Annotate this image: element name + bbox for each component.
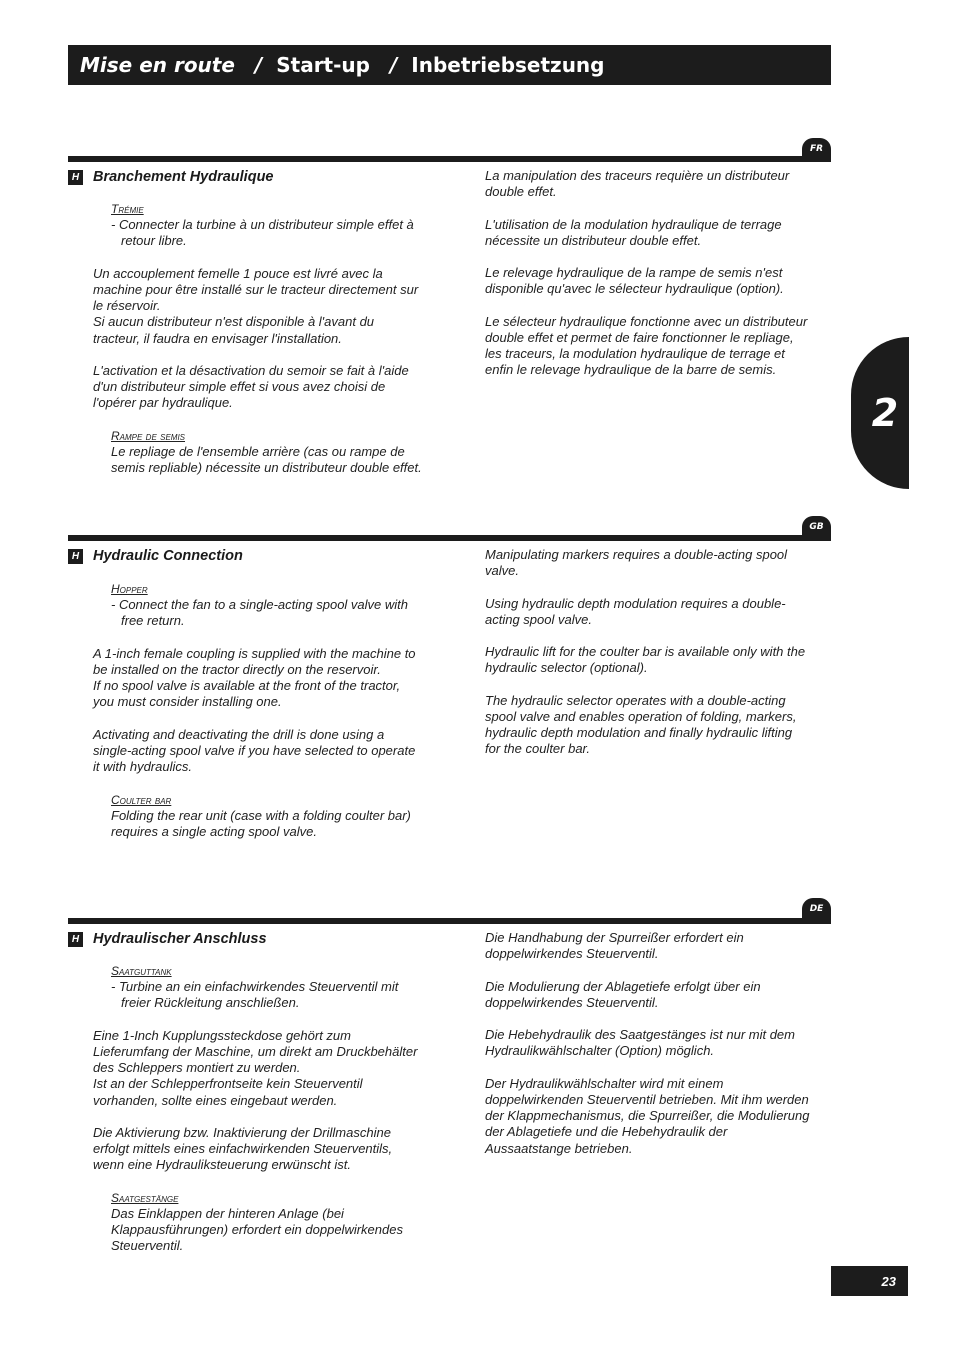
paragraph: Activating and deactivating the drill is done using a single-acting spool valve if you have selected to operate it with hydraulics. — [93, 726, 416, 775]
header-title-gb: Start-up — [276, 53, 370, 77]
section-title-fr — [68, 169, 274, 185]
header-separator: / — [389, 53, 398, 77]
subheading: Trémie — [111, 202, 144, 216]
paragraph: If no spool valve is available at the front of the tractor, you must consider installing one. — [93, 678, 401, 710]
paragraph: A 1-inch female coupling is supplied with the machine to be installed on the tractor directly on the reservoir. — [93, 645, 416, 677]
section-marker: H — [68, 932, 83, 947]
subheading: Saatguttank — [111, 964, 172, 978]
section-title-text: Hydraulischer Anschluss — [93, 931, 267, 947]
header-title-fr: Mise en route — [80, 53, 235, 77]
section-marker: H — [68, 549, 83, 564]
paragraph: Eine 1-Inch Kupplungssteckdose gehört zum Lieferumfang der Maschine, um direkt am Druckbehälter des Schleppers montiert zu werden. — [93, 1027, 418, 1076]
paragraph: Le repliage de l'ensemble arrière (cas ou rampe de semis repliable) nécessite un distributeur double effet. — [111, 444, 422, 476]
list-item: - Turbine an ein einfachwirkendes Steuerventil mit freier Rückleitung anschließen. — [111, 979, 399, 1011]
section-title-de — [68, 931, 267, 947]
paragraph: Der Hydraulikwählschalter wird mit einem doppelwirkenden Steuerventil betrieben. Mit ihm werden der Klappmechanismus, die Spurreißer, die Modulierung der Ablagetiefe und die Hebehydraulik der Aussaatstange betrieben. — [485, 1075, 810, 1156]
list-item: - Connect the fan to a single-acting spool valve with free return. — [111, 597, 409, 629]
subheading: Coulter bar — [111, 792, 172, 807]
section-marker: H — [68, 170, 83, 185]
paragraph: L'utilisation de la modulation hydraulique de terrage nécessite un distributeur double effet. — [485, 216, 782, 248]
section-title-text: Hydraulic Connection — [93, 548, 243, 564]
gb-right-column — [485, 547, 810, 774]
paragraph: Die Aktivierung bzw. Inaktivierung der Drillmaschine erfolgt mittels eines einfachwirkenden Steuerventils, wenn eine Hydrauliksteuerung erwünscht ist. — [93, 1125, 393, 1173]
fr-right-column — [485, 168, 810, 395]
paragraph: Le relevage hydraulique de la rampe de semis n'est disponible qu'avec le sélecteur hydraulique (option). — [485, 265, 784, 297]
paragraph: Die Modulierung der Ablagetiefe erfolgt über ein doppelwirkendes Steuerventil. — [485, 978, 761, 1010]
paragraph: Si aucun distributeur n'est disponible à l'avant du tracteur, il faudra en envisager l'installation. — [93, 314, 375, 346]
paragraph: La manipulation des traceurs requière un distributeur double effet. — [485, 168, 790, 200]
section-title-gb — [68, 548, 243, 564]
subheading: Rampe de semis — [111, 428, 186, 443]
paragraph: Hydraulic lift for the coulter bar is available only with the hydraulic selector (optional). — [485, 644, 806, 676]
paragraph: Die Hebehydraulik des Saatgestänges ist nur mit dem Hydraulikwählschalter (Option) möglich. — [485, 1027, 795, 1059]
lang-tab-gb: GB — [802, 516, 831, 538]
section-rule — [68, 535, 831, 541]
paragraph: Le sélecteur hydraulique fonctionne avec un distributeur double effet et permet de faire fonctionner le repliage, les traceurs, la modulation hydraulique de terrage et enfin le relevage hydraulique de la barre de semis. — [485, 313, 808, 378]
paragraph: Das Einklappen der hinteren Anlage (bei Klappausführungen) erfordert ein doppelwirkendes Steuerventil. — [111, 1206, 403, 1254]
lang-tab-fr: FR — [802, 138, 831, 160]
paragraph: L'activation et la désactivation du semoir se fait à l'aide d'un distributeur simple effet si vous avez choisi de l'opérer par hydraulique. — [93, 363, 409, 411]
section-title-text: Branchement Hydraulique — [93, 169, 274, 185]
chapter-tab: 2 — [851, 337, 909, 489]
header-title-de: Inbetriebsetzung — [411, 53, 605, 77]
de-left-column — [93, 963, 423, 1255]
paragraph: Manipulating markers requires a double-acting spool valve. — [485, 547, 788, 579]
subheading: Saatgestänge — [111, 1190, 179, 1205]
paragraph: Die Handhabung der Spurreißer erfordert ein doppelwirkendes Steuerventil. — [485, 930, 744, 962]
paragraph: Using hydraulic depth modulation requires a double-acting spool valve. — [485, 595, 786, 627]
header-separator: / — [254, 53, 263, 77]
list-item: - Connecter la turbine à un distributeur simple effet à retour libre. — [111, 217, 414, 249]
section-rule — [68, 918, 831, 924]
paragraph: The hydraulic selector operates with a double-acting spool valve and enables operation of folding, markers, hydraulic depth modulation and finally hydraulic lifting for the coulter bar. — [485, 692, 797, 757]
subheading: Hopper — [111, 582, 148, 596]
paragraph: Folding the rear unit (case with a folding coulter bar) requires a single acting spool valve. — [111, 807, 411, 839]
paragraph: Ist an der Schlepperfrontseite kein Steuerventil vorhanden, sollte eines eingebaut werden. — [93, 1076, 363, 1108]
section-rule — [68, 156, 831, 162]
paragraph: Un accouplement femelle 1 pouce est livré avec la machine pour être installé sur le tracteur directement sur le réservoir. — [93, 265, 419, 314]
de-right-column — [485, 930, 810, 1173]
lang-tab-de: DE — [802, 898, 831, 920]
page-header — [68, 45, 831, 85]
page-number: 23 — [831, 1266, 908, 1296]
fr-left-column — [93, 201, 423, 476]
gb-left-column — [93, 581, 423, 840]
